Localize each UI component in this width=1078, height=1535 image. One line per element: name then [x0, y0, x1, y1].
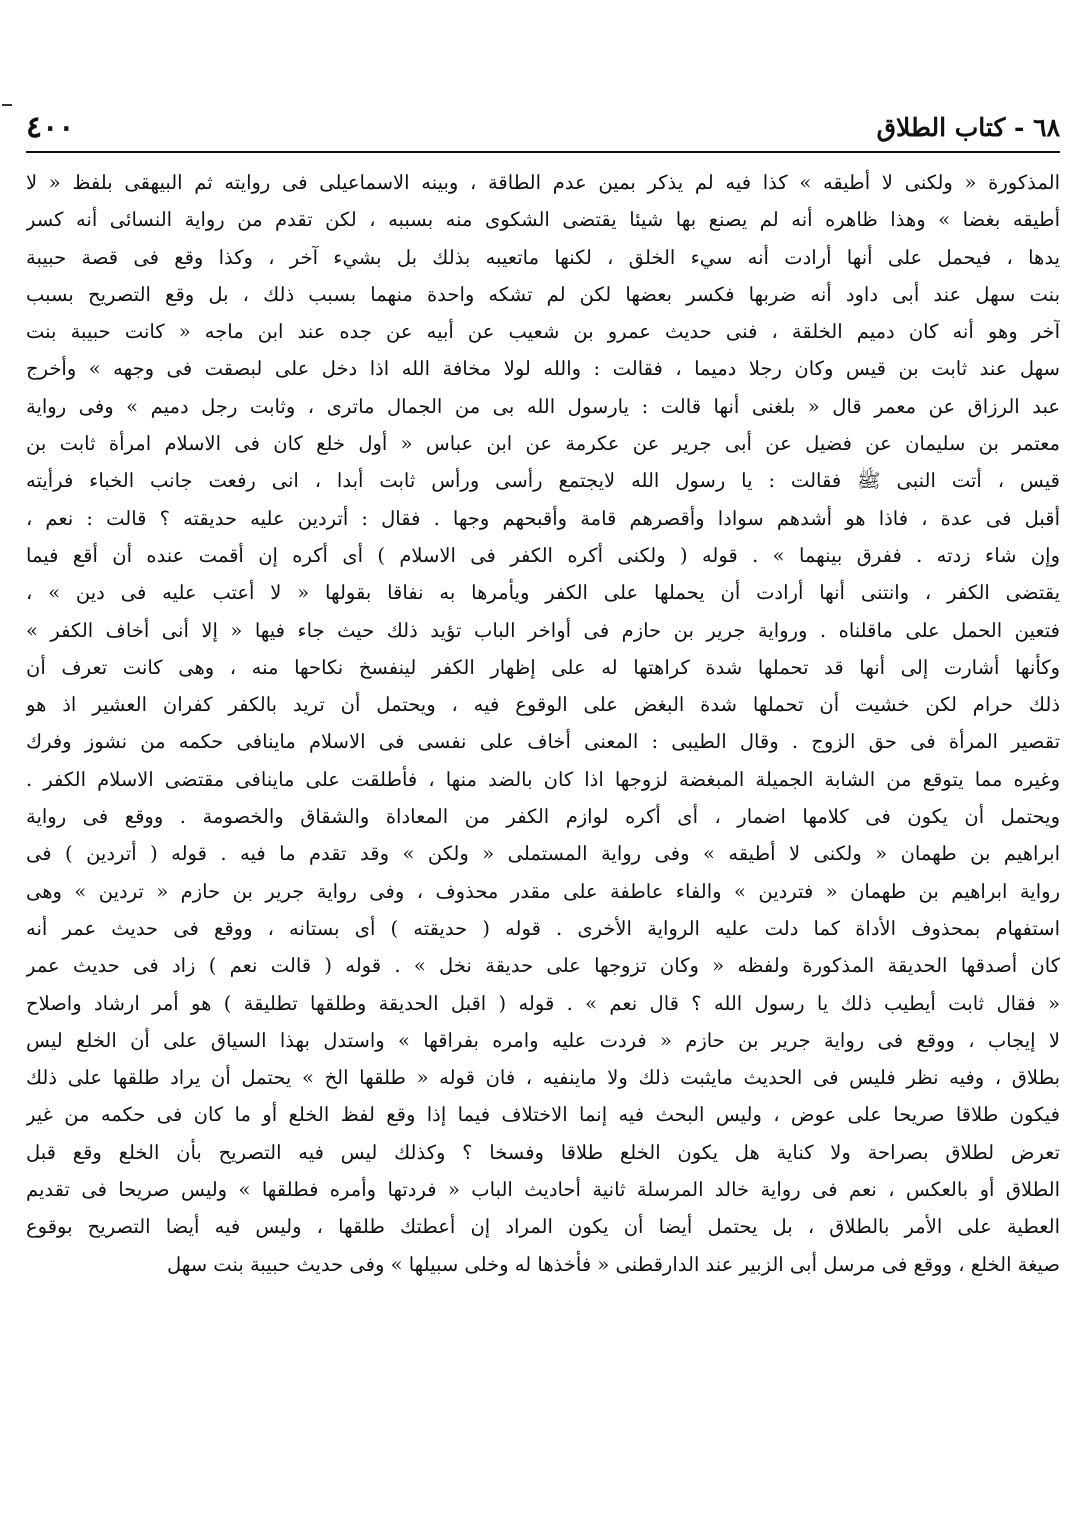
text-line: فتعين الحمل على ماقلناه . ورواية جرير بن حازم فى أواخر الباب تؤيد ذلك حيث جاء فيها « إلا أنى أخاف الكفر »: [26, 618, 1060, 642]
text-line: معتمر بن سليمان عن فضيل عن أبى جرير عن عكرمة عن ابن عباس « أول خلع كان فى الاسلام امرأة ثابت بن: [26, 432, 1060, 456]
page-header: [26, 108, 1060, 148]
text-line: أطيقه بغضا » وهذا ظاهره أنه لم يصنع بها شيئا يقتضى الشكوى منه بسببه ، لكن تقدم من رواية النسائى أنه كسر: [26, 208, 1060, 232]
text-line: رواية ابراهيم بن طهمان « فتردين » والفاء عاطفة على مقدر محذوف ، وفى رواية جرير بن حازم « تردين » وهى: [26, 879, 1060, 903]
text-line: تعرض لطلاق بصراحة ولا كناية هل يكون الخلع طلاقا وفسخا ؟ وكذلك ليس فيه التصريح بأن الخلع وقع قبل: [26, 1140, 1060, 1164]
text-line: ويحتمل أن يكون فى كلامها اضمار ، أى أكره لوازم الكفر من المعاداة والشقاق والخصومة . ووقع فى رواية: [26, 805, 1060, 829]
text-line: فيكون طلاقا صريحا على عوض ، وليس البحث فيه إنما الاختلاف فيما إذا وقع لفظ الخلع أو ما كان فى حكمه من غير: [26, 1103, 1060, 1127]
text-line: وغيره مما يتوقع من الشابة الجميلة المبغضة لزوجها اذا كان بالضد منها ، فأطلقت على ماينافى مقتضى الاسلام الكفر .: [26, 767, 1060, 791]
text-line: عبد الرزاق عن معمر قال « بلغنى أنها قالت : يارسول الله بى من الجمال ماترى ، وثابت رجل دميم » وفى رواية: [26, 394, 1060, 418]
running-title: ٦٨ - كتاب الطلاق: [876, 113, 1060, 142]
text-line: وكأنها أشارت إلى أنها قد تحملها شدة كراهتها له على إظهار الكفر لينفسخ نكاحها منه ، وهى كانت تعرف أن: [26, 655, 1060, 679]
margin-mark: [2, 104, 12, 106]
text-line: استفهام بمحذوف الأداة كما دلت عليه الرواية الأخرى . قوله ( حديقته ) أى بستانه ، ووقع فى حديث عمر أنه: [26, 916, 1060, 940]
text-line: ذلك حرام لكن خشيت أن تحملها شدة البغض على الوقوع فيه ، ويحتمل أن تريد بالكفر كفران العشير اذ هو: [26, 693, 1060, 717]
page-number: ٤٠٠: [26, 110, 75, 145]
text-line: كان أصدقها الحديقة المذكورة ولفظه « وكان تزوجها على حديقة نخل » . قوله ( قالت نعم ) زاد فى حديث عمر: [26, 954, 1060, 978]
text-line: « فقال ثابت أيطيب ذلك يا رسول الله ؟ قال نعم » . قوله ( اقبل الحديقة وطلقها تطليقة ) هو أمر ارشاد واصلاح: [26, 991, 1060, 1015]
text-line: يقتضى الكفر ، وانتنى أنها أرادت أن يحملها على الكفر ويأمرها به نفاقا بقولها « لا أعتب عليه فى دين » ،: [26, 581, 1060, 605]
text-line: بنت سهل عند أبى داود أنه ضربها فكسر بعضها لكن لم تشكه واحدة منهما بسبب ذلك ، بل وقع التصريح بسبب: [26, 282, 1060, 306]
text-line: تقصير المرأة فى حق الزوج . وقال الطيبى : المعنى أخاف على نفسى فى الاسلام ماينافى حكمه من نشوز وفرك: [26, 730, 1060, 754]
text-line: أقبل فى عدة ، فاذا هو أشدهم سوادا وأقصرهم قامة وأقبحهم وجها . فقال : أتردين عليه حديقته ؟ قالت : نعم ،: [26, 506, 1060, 530]
text-line: العطية على الأمر بالطلاق ، بل يحتمل أيضا أن يكون المراد إن أعطتك طلقها ، وليس فيه أيضا التصريح بوقوع: [26, 1215, 1060, 1239]
header-rule: [26, 151, 1060, 153]
text-line: لا إيجاب ، ووقع فى رواية جرير بن حازم « فردت عليه وامره بفراقها » واستدل بهذا السياق على أن الخلع ليس: [26, 1028, 1060, 1052]
text-line: بطلاق ، وفيه نظر فليس فى الحديث مايثبت ذلك ولا ماينفيه ، فان قوله « طلقها الخ » يحتمل أن يراد طلقها على ذلك: [26, 1066, 1060, 1090]
text-line: ابراهيم بن طهمان « ولكنى لا أطيقه » وفى رواية المستملى « ولكن » وقد تقدم ما فيه . قوله ( أتردين ) فى: [26, 842, 1060, 866]
book-page: [18, 0, 1060, 1535]
text-line: آخر وهو أنه كان دميم الخلقة ، فنى حديث عمرو بن شعيب عن أبيه عن جده عند ابن ماجه « كانت حبيبة بنت: [26, 320, 1060, 344]
text-line: قيس ، أتت النبى ﷺ فقالت : يا رسول الله لايجتمع رأسى ورأس ثابت أبدا ، انى رفعت جانب الخباء فرأيته: [26, 469, 1060, 493]
text-line: الطلاق أو بالعكس ، نعم فى رواية خالد المرسلة ثانية أحاديث الباب « فردتها وأمره فطلقها » وليس صريحا فى تقديم: [26, 1178, 1060, 1202]
text-line: يدها ، فيحمل على أنها أرادت أنه سيء الخلق ، لكنها ماتعيبه بذلك بل بشيء آخر ، وكذا وقع فى قصة حبيبة: [26, 245, 1060, 269]
text-line: المذكورة « ولكنى لا أطيقه » كذا فيه لم يذكر بمين عدم الطاقة ، وبينه الاسماعيلى فى روايته ثم البيهقى بلفظ « لا: [26, 171, 1060, 194]
body-text: [26, 164, 1060, 1283]
text-line: صيغة الخلع ، ووقع فى مرسل أبى الزبير عند الدارقطنى « فأخذها له وخلى سبيلها » وفى حديث حبيبة بنت سهل: [167, 1252, 1060, 1276]
text-line: وإن شاء زدته . ففرق بينهما » . قوله ( ولكنى أكره الكفر فى الاسلام ) أى أكره إن أقمت عنده أن أقع فيما: [26, 543, 1060, 567]
text-line: سهل عند ثابت بن قيس وكان رجلا دميما ، فقالت : والله لولا مخافة الله اذا دخل على لبصقت فى وجهه » وأخرج: [26, 357, 1060, 381]
